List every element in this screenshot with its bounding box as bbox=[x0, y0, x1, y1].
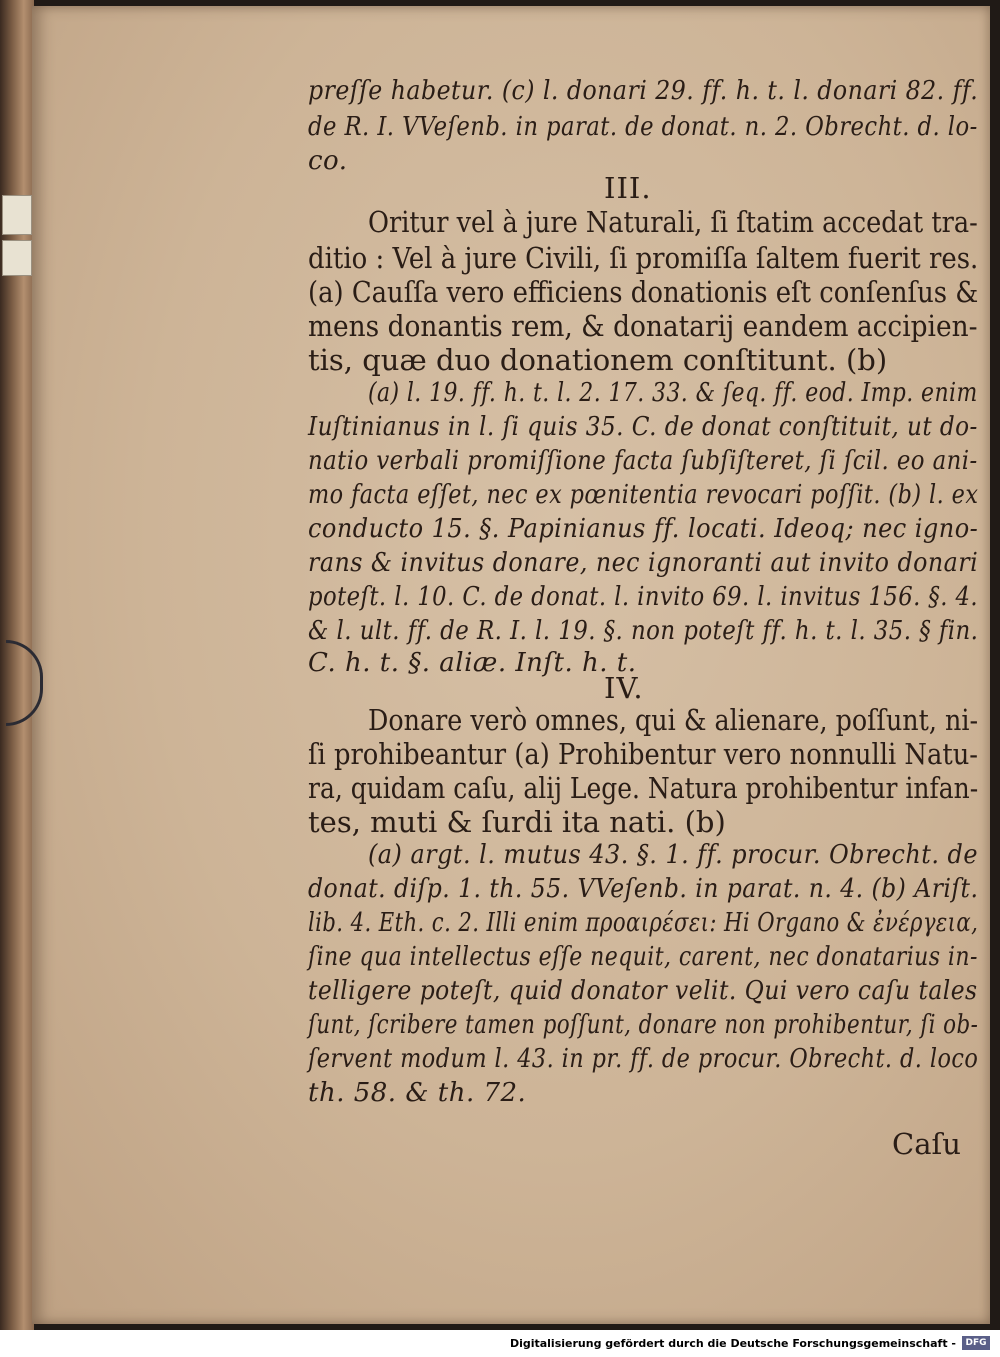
footnote-line: lib. 4. Eth. c. 2. Illi enim προαιρέσει: Hi Organo & ἐνέργεια, bbox=[308, 908, 979, 938]
footnote-line: donat. diſp. 1. th. 55. VVeſenb. in parat. n. 4. (b) Ariſt. bbox=[308, 874, 979, 904]
text-line: de R. I. VVeſenb. in parat. de donat. n. 2. Obrecht. d. lo- bbox=[308, 112, 978, 142]
section-heading: III. bbox=[604, 171, 652, 205]
bookmark-tab bbox=[2, 195, 32, 235]
footnote-line: natio verbali promiſſione facta ſubſiſteret, ſi ſcil. eo ani- bbox=[308, 446, 978, 476]
footnote-line: & l. ult. ff. de R. I. l. 19. §. non poteſt ff. h. t. l. 35. § fin. bbox=[308, 616, 979, 646]
text-line: ra, quidam caſu, alij Lege. Natura prohibentur infan- bbox=[308, 771, 979, 805]
text-line: Oritur vel à jure Naturali, ſi ſtatim accedat tra- bbox=[368, 205, 978, 239]
footnote-line: ſunt, ſcribere tamen poſſunt, donare non prohibentur, ſi ob- bbox=[308, 1010, 979, 1040]
text-line: tes, muti & ſurdi ita nati. (b) bbox=[308, 805, 726, 839]
footnote-line: Iuſtinianus in l. ſi quis 35. C. de donat conſtituit, ut do- bbox=[308, 412, 978, 442]
footnote-line: ſervent modum l. 43. in pr. ff. de procur. Obrecht. d. loco bbox=[308, 1044, 979, 1074]
text-line: Donare verò omnes, qui & alienare, poſſunt, ni- bbox=[368, 703, 979, 737]
text-line: ſi prohibeantur (a) Prohibentur vero nonnulli Natu- bbox=[308, 737, 979, 771]
footnote-line: mo facta eſſet, nec ex pœnitentia revocari poſſit. (b) l. ex bbox=[308, 480, 979, 510]
text-line: preſſe habetur. (c) l. donari 29. ff. h. t. l. donari 82. ff. bbox=[308, 76, 979, 106]
dfg-logo: DFG bbox=[962, 1336, 990, 1350]
footnote-line: th. 58. & th. 72. bbox=[308, 1078, 527, 1108]
footnote-line: (a) argt. l. mutus 43. §. 1. ff. procur. Obrecht. de bbox=[368, 840, 978, 870]
footnote-line: (a) l. 19. ff. h. t. l. 2. 17. 33. & ſeq. ff. eod. Imp. enim bbox=[368, 378, 978, 408]
catchword: Caſu bbox=[892, 1127, 961, 1161]
footnote-line: ſine qua intellectus eſſe nequit, carent, nec donatarius in- bbox=[308, 942, 978, 972]
footer-bar bbox=[0, 1330, 1000, 1357]
footnote-line: conducto 15. §. Papinianus ff. locati. Ideoq; nec igno- bbox=[308, 514, 979, 544]
text-line: co. bbox=[308, 146, 348, 176]
footer-credit: Digitalisierung gefördert durch die Deutsche Forschungsgemeinschaft - bbox=[509, 1337, 956, 1350]
text-line: mens donantis rem, & donatarij eandem accipien- bbox=[308, 309, 978, 343]
text-line: tis, quæ duo donationem conſtitunt. (b) bbox=[308, 343, 888, 377]
text-line: (a) Cauſſa vero efficiens donationis eſt conſenſus & bbox=[308, 275, 979, 309]
footnote-line: telligere poteſt, quid donator velit. Qui vero caſu tales bbox=[308, 976, 978, 1006]
text-line: ditio : Vel à jure Civili, ſi promiſſa ſaltem fuerit res. bbox=[308, 241, 979, 275]
section-heading: IV. bbox=[604, 671, 644, 705]
footnote-line: rans & invitus donare, nec ignoranti aut invito donari bbox=[308, 548, 979, 578]
bookmark-tab bbox=[2, 240, 32, 276]
footnote-line: C. h. t. §. aliæ. Inſt. h. t. bbox=[308, 648, 637, 678]
book-page bbox=[32, 6, 990, 1324]
footnote-line: poteſt. l. 10. C. de donat. l. invito 69. l. invitus 156. §. 4. bbox=[308, 582, 979, 612]
